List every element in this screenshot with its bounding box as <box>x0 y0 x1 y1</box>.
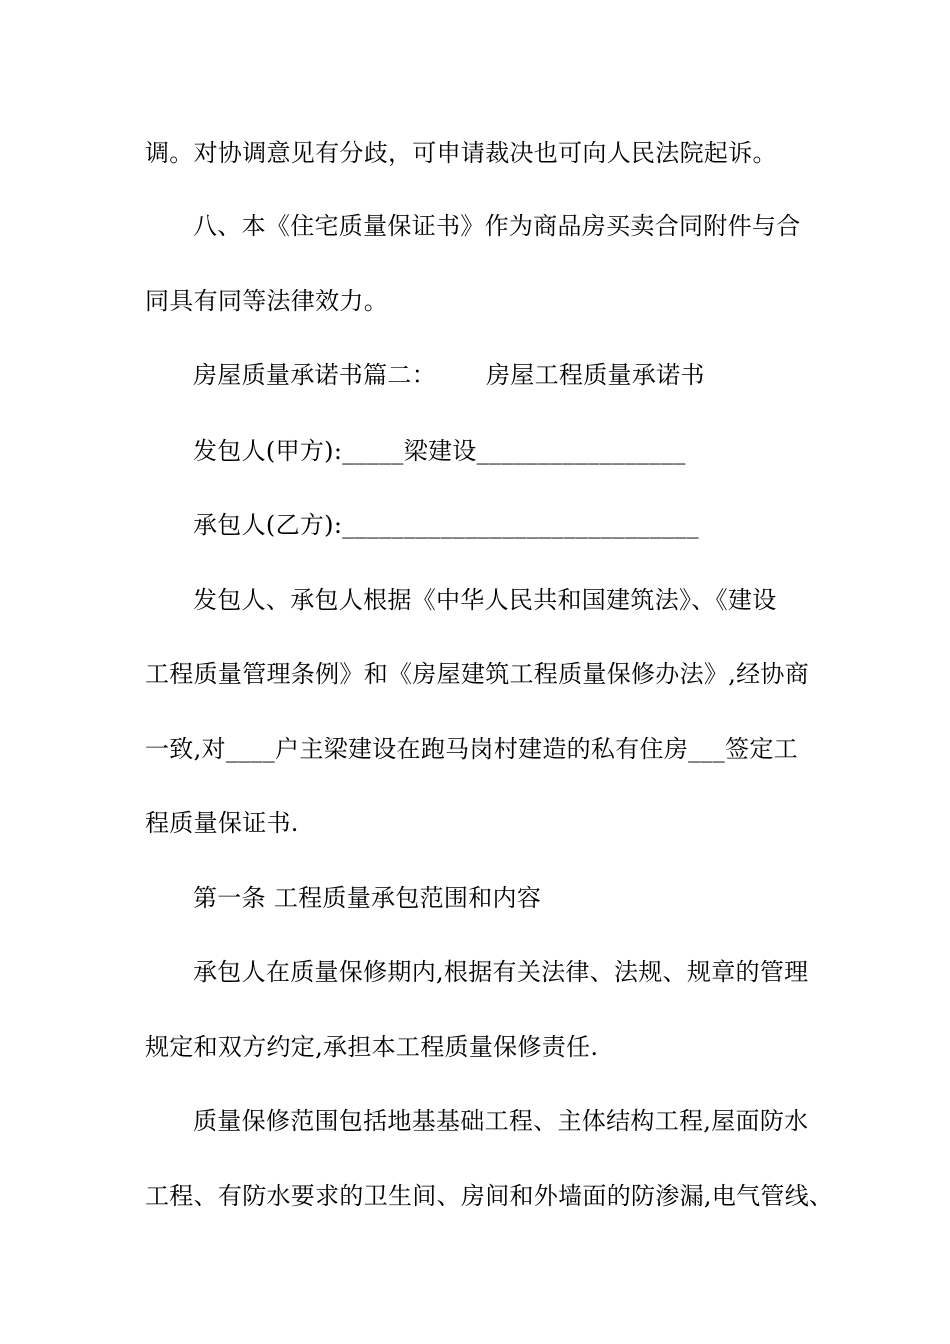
section-heading-line <box>193 360 705 390</box>
article-heading: 第一条 工程质量承包范围和内容 <box>193 884 542 912</box>
section-title: 房屋质量承诺书篇二： <box>193 361 436 389</box>
paragraph-line: 规定和双方约定,承担本工程质量保修责任. <box>145 1033 599 1061</box>
paragraph-line: 工程质量管理条例》和《房屋建筑工程质量保修办法》,经协商 <box>145 660 810 688</box>
contractor-field-line: 承包人(乙方):_____________________________ <box>193 511 699 539</box>
paragraph-line: 承包人在质量保修期内,根据有关法律、法规、规章的管理 <box>193 958 809 986</box>
document-title: 房屋工程质量承诺书 <box>486 361 705 389</box>
employer-field-line: 发包人(甲方):_____梁建设_________________ <box>193 437 686 465</box>
paragraph-line: 工程、有防水要求的卫生间、房间和外墙面的防渗漏,电气管线、 <box>145 1182 834 1210</box>
paragraph-line: 调。对协调意见有分歧，可申请裁决也可向人民法院起诉。 <box>145 139 777 167</box>
paragraph-line: 同具有同等法律效力。 <box>145 287 388 315</box>
paragraph-line: 一致,对____户主梁建设在跑马岗村建造的私有住房___签定工 <box>145 735 798 763</box>
paragraph-line: 八、本《住宅质量保证书》作为商品房买卖合同附件与合 <box>193 212 801 240</box>
paragraph-line: 发包人、承包人根据《中华人民共和国建筑法》、《建设 <box>193 586 777 614</box>
paragraph-line: 质量保修范围包括地基基础工程、主体结构工程,屋面防水 <box>193 1107 809 1135</box>
paragraph-line: 程质量保证书. <box>145 809 299 837</box>
